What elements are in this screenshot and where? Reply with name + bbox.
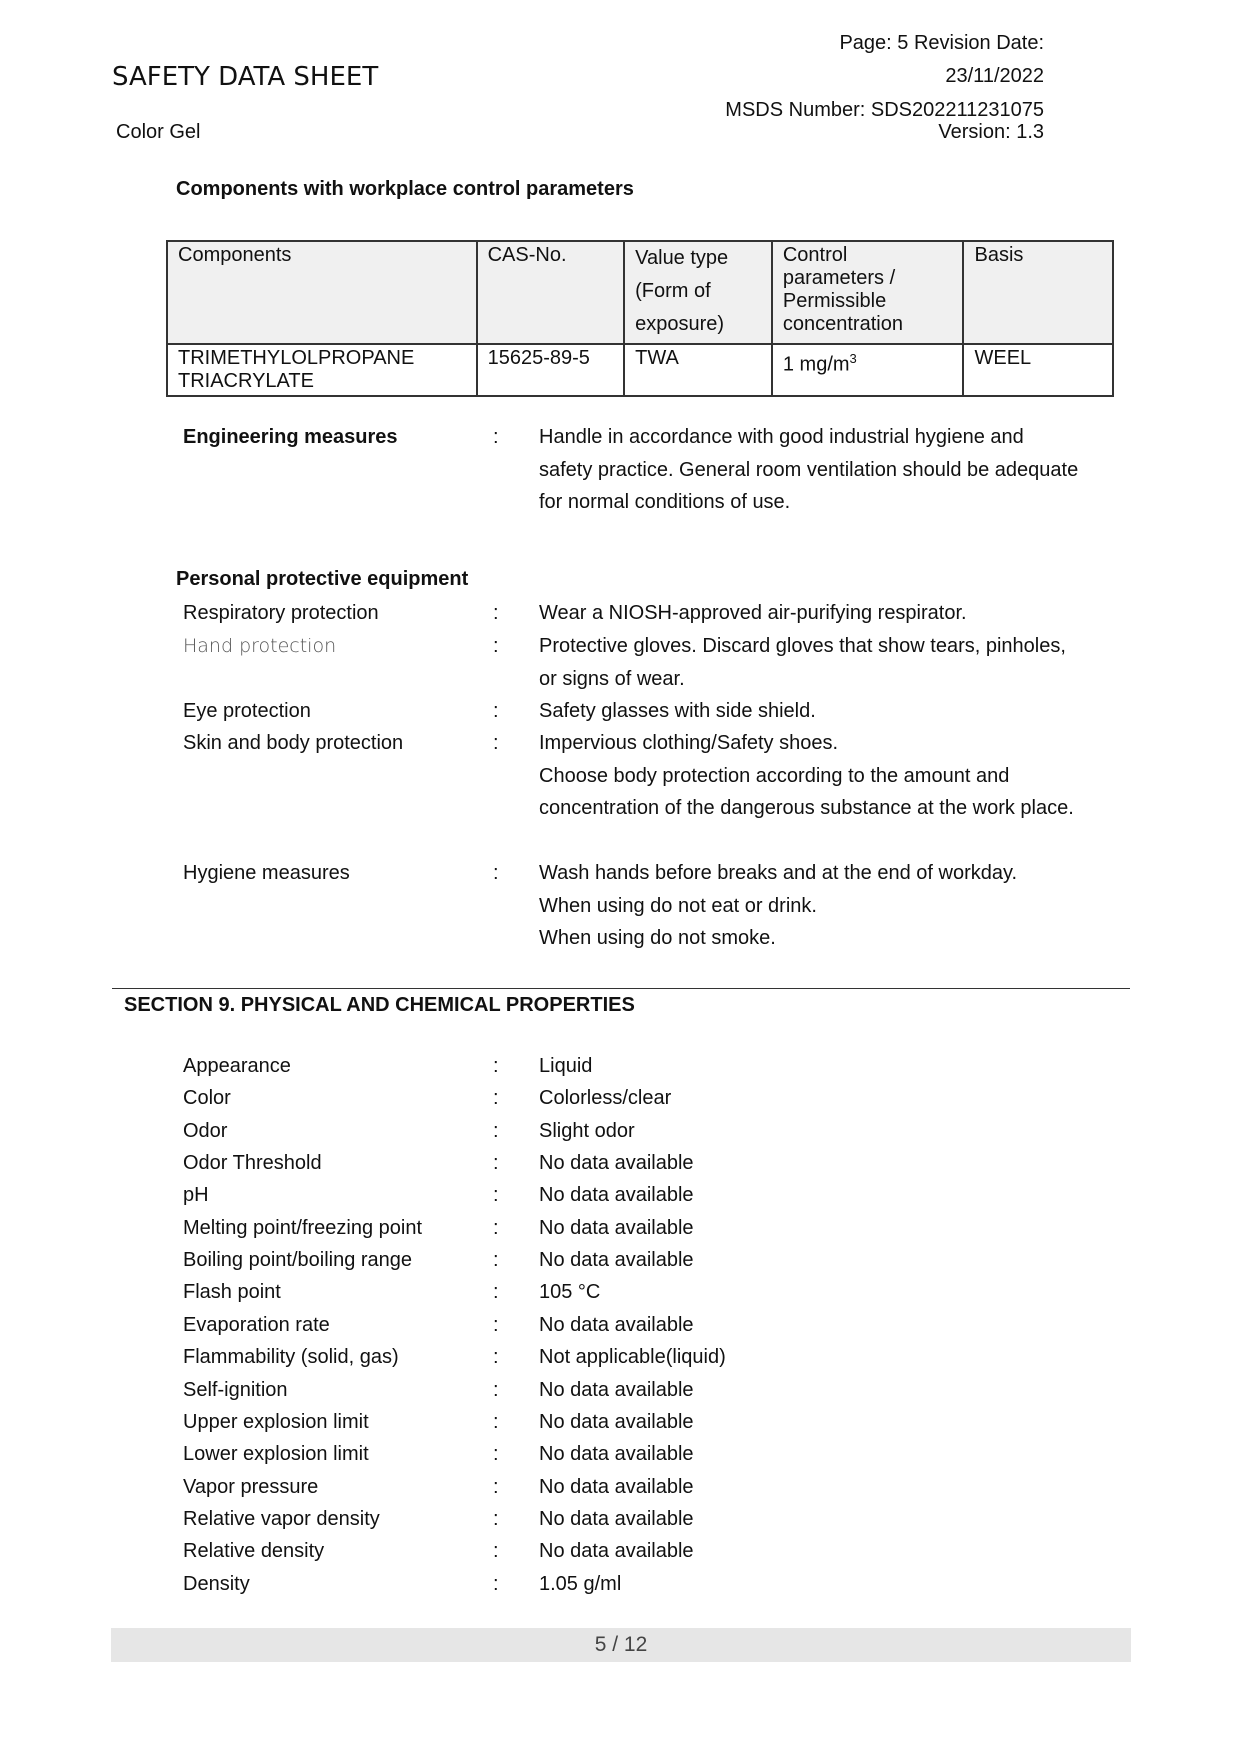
table-row <box>167 344 1113 396</box>
field-separator: : <box>493 1475 499 1498</box>
field-separator: : <box>493 732 499 754</box>
field-separator: : <box>493 700 499 722</box>
property-value: 105 °C <box>539 1281 601 1304</box>
field-value <box>539 727 1079 825</box>
property-value: No data available <box>539 1378 694 1401</box>
property-label: Relative vapor density <box>183 1507 380 1530</box>
field-separator: : <box>493 1152 499 1175</box>
property-row <box>183 1438 1143 1470</box>
property-value: No data available <box>539 1507 694 1530</box>
property-label: Vapor pressure <box>183 1475 319 1498</box>
property-label: Lower explosion limit <box>183 1443 369 1466</box>
property-row <box>183 1050 1143 1082</box>
page-footer <box>111 1628 1131 1662</box>
property-value: Colorless/clear <box>539 1087 672 1110</box>
field-label: Skin and body protection <box>183 732 404 754</box>
field-separator: : <box>493 1540 499 1563</box>
field-label: Eye protection <box>183 700 311 722</box>
component-cell: TRIMETHYLOLPROPANE TRIACRYLATE <box>167 344 477 396</box>
property-label: Density <box>183 1572 250 1595</box>
property-value: No data available <box>539 1410 694 1433</box>
property-label: Color <box>183 1087 231 1110</box>
field-separator: : <box>493 602 499 624</box>
field-label: Hygiene measures <box>183 862 350 884</box>
section-9-heading: SECTION 9. PHYSICAL AND CHEMICAL PROPERTIES <box>124 994 635 1016</box>
table-header-row <box>167 241 1113 344</box>
property-row <box>183 1212 1143 1244</box>
column-header: Value type (Form of exposure) <box>624 241 772 344</box>
column-header: Control parameters / Permissible concentration <box>772 241 964 344</box>
property-row <box>183 1244 1143 1276</box>
field-separator: : <box>493 1216 499 1239</box>
value-line: Impervious clothing/Safety shoes. <box>539 732 839 754</box>
property-row <box>183 1503 1143 1535</box>
column-header: CAS-No. <box>477 241 625 344</box>
control-value: 1 mg/m <box>782 353 850 376</box>
field-separator: : <box>493 1119 499 1142</box>
value-type-cell: TWA <box>624 344 772 396</box>
property-value: No data available <box>539 1475 694 1498</box>
property-label: Upper explosion limit <box>183 1410 369 1433</box>
version: Version: 1.3 <box>938 121 1044 143</box>
property-row <box>183 1179 1143 1211</box>
column-header: Basis <box>963 241 1113 344</box>
property-label: Boiling point/boiling range <box>183 1249 413 1272</box>
property-row <box>183 1147 1143 1179</box>
field-value: Protective gloves. Discard gloves that show tears, pinholes, or signs of wear. <box>539 635 1066 690</box>
field-value: Safety glasses with side shield. <box>539 700 816 722</box>
value-line: When using do not smoke. <box>539 927 776 950</box>
field-separator: : <box>493 426 499 448</box>
property-row <box>183 1406 1143 1438</box>
revision-date: 23/11/2022 <box>945 65 1044 87</box>
property-row <box>183 1568 1143 1600</box>
field-separator: : <box>493 1572 499 1595</box>
column-header: Components <box>167 241 477 344</box>
property-row <box>183 1471 1143 1503</box>
property-value: 1.05 g/ml <box>539 1572 622 1595</box>
field-separator: : <box>493 1087 499 1110</box>
ppe-row-respiratory <box>183 597 1143 629</box>
property-label: Self-ignition <box>183 1378 288 1401</box>
field-label: Respiratory protection <box>183 602 379 624</box>
property-row <box>183 1535 1143 1567</box>
property-label: Melting point/freezing point <box>183 1216 423 1239</box>
field-separator: : <box>493 1249 499 1272</box>
property-value: Liquid <box>539 1055 593 1077</box>
property-row <box>183 1341 1143 1373</box>
controls-heading: Components with workplace control parameters <box>176 178 634 200</box>
page-indicator: 5 / 12 <box>594 1633 648 1656</box>
field-separator: : <box>493 1313 499 1336</box>
property-value: Slight odor <box>539 1119 635 1142</box>
property-row <box>183 1374 1143 1406</box>
ppe-row-hygiene <box>183 857 1143 950</box>
property-row <box>183 1115 1143 1147</box>
field-separator: : <box>493 1410 499 1433</box>
ppe-row-eye <box>183 695 1143 727</box>
property-row <box>183 1276 1143 1308</box>
field-separator: : <box>493 1443 499 1466</box>
property-value: Not applicable(liquid) <box>539 1346 726 1369</box>
property-value: No data available <box>539 1540 694 1563</box>
engineering-measures-row <box>183 421 1143 514</box>
property-label: Flammability (solid, gas) <box>183 1346 399 1369</box>
property-label: Evaporation rate <box>183 1313 330 1336</box>
property-row <box>183 1082 1143 1114</box>
field-separator: : <box>493 1184 499 1207</box>
property-value: No data available <box>539 1152 694 1175</box>
product-name: Color Gel <box>116 121 201 143</box>
document-title: SAFETY DATA SHEET <box>112 62 379 92</box>
ppe-row-hand <box>183 630 1143 690</box>
cas-cell: 15625-89-5 <box>477 344 625 396</box>
property-value: No data available <box>539 1184 694 1207</box>
field-separator: : <box>493 1055 499 1077</box>
ppe-row-skin-body <box>183 727 1143 820</box>
property-label: pH <box>183 1184 209 1207</box>
field-value: Wear a NIOSH-approved air-purifying respirator. <box>539 602 967 624</box>
control-cell <box>772 344 964 396</box>
basis-cell: WEEL <box>963 344 1113 396</box>
msds-number: MSDS Number: SDS202211231075 <box>725 99 1044 121</box>
control-unit-exponent: 3 <box>849 351 857 366</box>
control-parameters-table <box>166 240 1114 397</box>
property-label: Odor <box>183 1119 228 1142</box>
field-separator: : <box>493 635 499 657</box>
property-row <box>183 1309 1143 1341</box>
value-line: When using do not eat or drink. <box>539 894 817 917</box>
property-value: No data available <box>539 1443 694 1466</box>
property-value: No data available <box>539 1249 694 1272</box>
property-label: Appearance <box>183 1055 291 1077</box>
field-separator: : <box>493 1507 499 1530</box>
property-value: No data available <box>539 1313 694 1336</box>
field-separator: : <box>493 1281 499 1304</box>
field-value <box>539 857 1079 955</box>
field-label: Hand protection <box>183 635 337 657</box>
field-value: Handle in accordance with good industrial hygiene and safety practice. General room ventilation should be adequate for normal conditions of use. <box>539 426 1079 514</box>
property-label: Relative density <box>183 1540 325 1563</box>
field-separator: : <box>493 1378 499 1401</box>
property-label: Flash point <box>183 1281 281 1304</box>
value-line: Choose body protection according to the amount and concentration of the dangerous substance at the work place. <box>539 764 1074 820</box>
field-separator: : <box>493 1346 499 1369</box>
field-separator: : <box>493 862 499 884</box>
value-line: Wash hands before breaks and at the end of workday. <box>539 862 1018 884</box>
field-label: Engineering measures <box>183 426 398 448</box>
ppe-heading: Personal protective equipment <box>176 568 469 590</box>
property-value: No data available <box>539 1216 694 1239</box>
page-revision-label: Page: 5 Revision Date: <box>839 32 1044 54</box>
property-label: Odor Threshold <box>183 1152 322 1175</box>
